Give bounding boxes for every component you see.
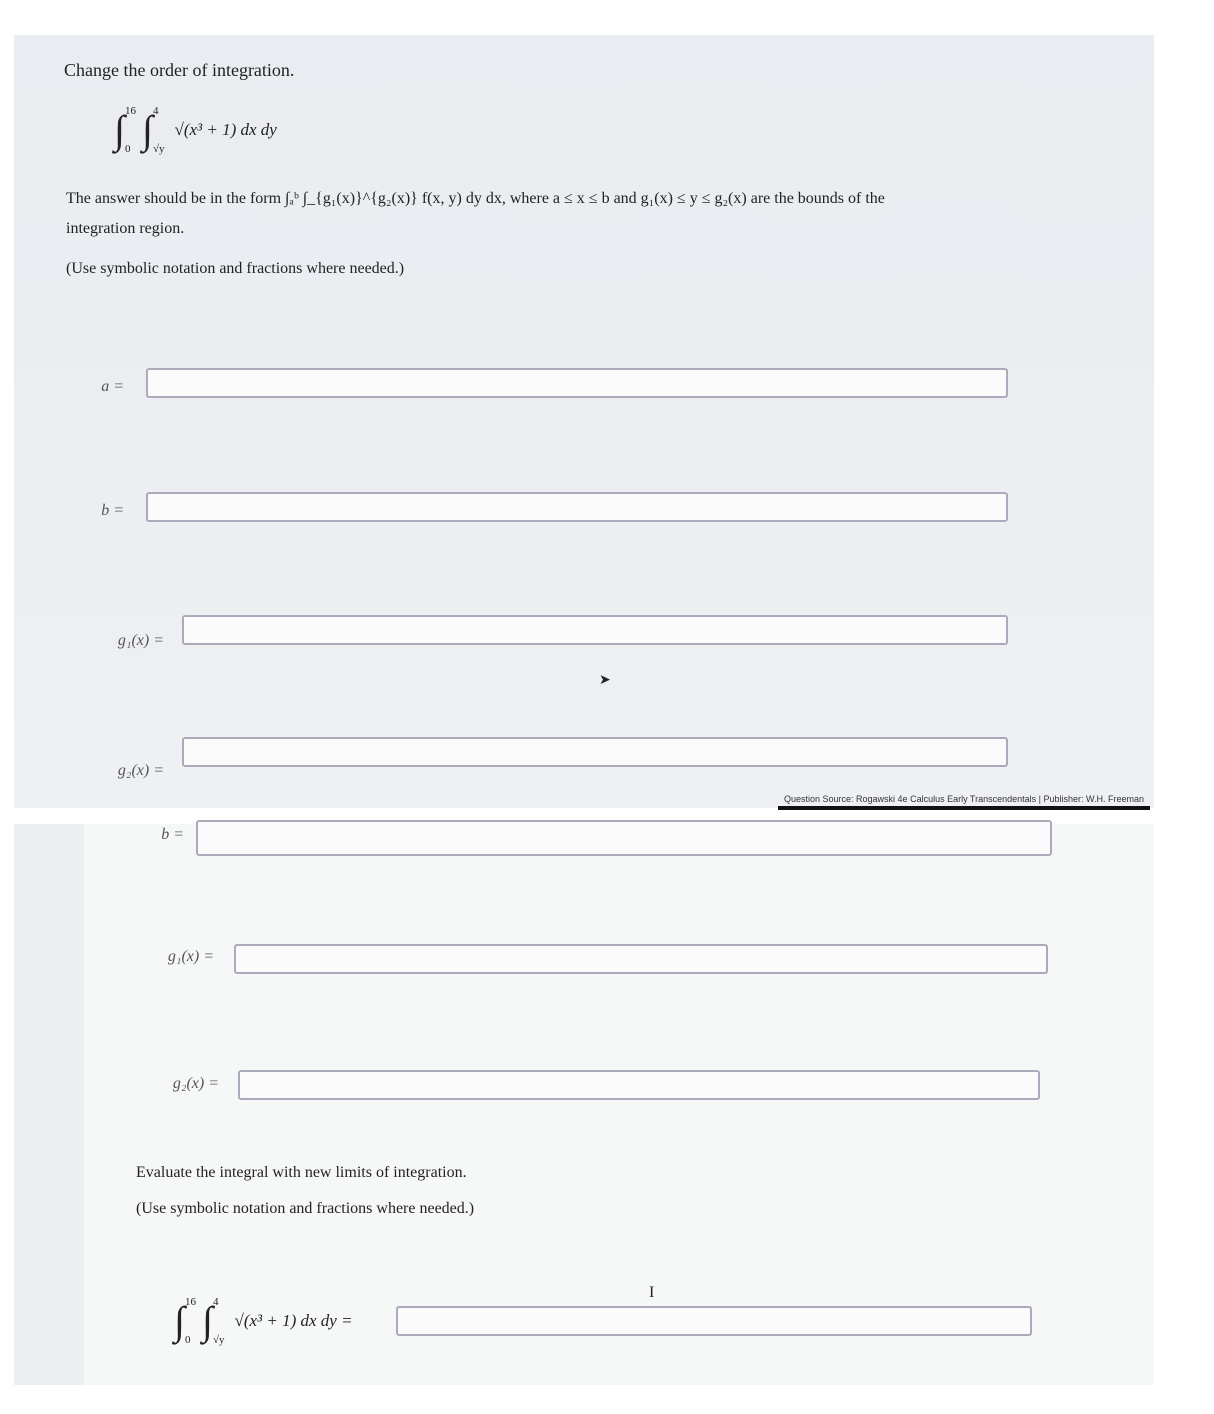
inner-integral-sign: ∫	[201, 1298, 213, 1343]
text-cursor-icon: I	[649, 1284, 655, 1301]
outer-limits	[185, 1296, 196, 1346]
inner-upper-limit: 4	[212, 1296, 219, 1308]
field-label-b: b =	[101, 502, 124, 519]
integral-expression	[174, 1296, 353, 1346]
g1-input[interactable]	[234, 944, 1048, 974]
field-label-b: b =	[161, 826, 184, 843]
outer-integral-sign: ∫	[174, 1298, 185, 1343]
field-label-g1: g₁(x) =	[117, 632, 164, 649]
field-label-g2: g₂(x) =	[117, 762, 164, 779]
question-panel-top	[14, 35, 1154, 808]
a-input[interactable]	[146, 368, 1008, 398]
outer-integral-sign: ∫	[114, 107, 125, 152]
integrand: √(x³ + 1) dx dy =	[234, 1311, 353, 1330]
g2-input[interactable]	[238, 1070, 1040, 1100]
mouse-pointer-icon: ➤	[599, 673, 611, 688]
g1-input[interactable]	[182, 615, 1008, 645]
outer-lower-limit: 0	[124, 143, 131, 155]
evaluate-text: Evaluate the integral with new limits of integration.	[136, 1164, 467, 1181]
b-input[interactable]	[146, 492, 1008, 522]
question-title: Change the order of integration.	[64, 60, 295, 80]
field-label-g2: g₂(x) =	[172, 1075, 219, 1092]
inner-integral-sign: ∫	[141, 107, 153, 152]
inner-limits	[213, 1296, 225, 1346]
inner-upper-limit: 4	[152, 105, 159, 117]
notation-note: (Use symbolic notation and fractions where needed.)	[136, 1200, 475, 1217]
outer-limits	[125, 105, 136, 155]
inner-lower-limit: √y	[152, 143, 165, 155]
question-panel-bottom	[14, 824, 1154, 1385]
integral-answer-input[interactable]	[396, 1306, 1032, 1336]
inner-lower-limit: √y	[212, 1334, 225, 1346]
g2-input[interactable]	[182, 737, 1008, 767]
instruction-text-2: integration region.	[66, 220, 185, 237]
outer-upper-limit: 16	[124, 105, 136, 117]
b-input[interactable]	[196, 820, 1052, 856]
integral-expression	[114, 105, 277, 155]
integrand: √(x³ + 1) dx dy	[174, 120, 277, 139]
question-source: Question Source: Rogawski 4e Calculus Early Transcendentals | Publisher: W.H. Freeman	[778, 792, 1150, 810]
field-label-a: a =	[101, 378, 124, 395]
outer-lower-limit: 0	[184, 1334, 191, 1346]
notation-note: (Use symbolic notation and fractions where needed.)	[66, 260, 405, 277]
outer-upper-limit: 16	[184, 1296, 196, 1308]
inner-limits	[153, 105, 165, 155]
field-label-g1: g₁(x) =	[167, 948, 214, 965]
instruction-text: The answer should be in the form ∫ₐᵇ ∫_{g₁(x)}^{g₂(x)} f(x, y) dy dx, where a ≤ x ≤ b and g₁(x) ≤ y ≤ g₂(x) are the bounds of the	[66, 190, 885, 207]
